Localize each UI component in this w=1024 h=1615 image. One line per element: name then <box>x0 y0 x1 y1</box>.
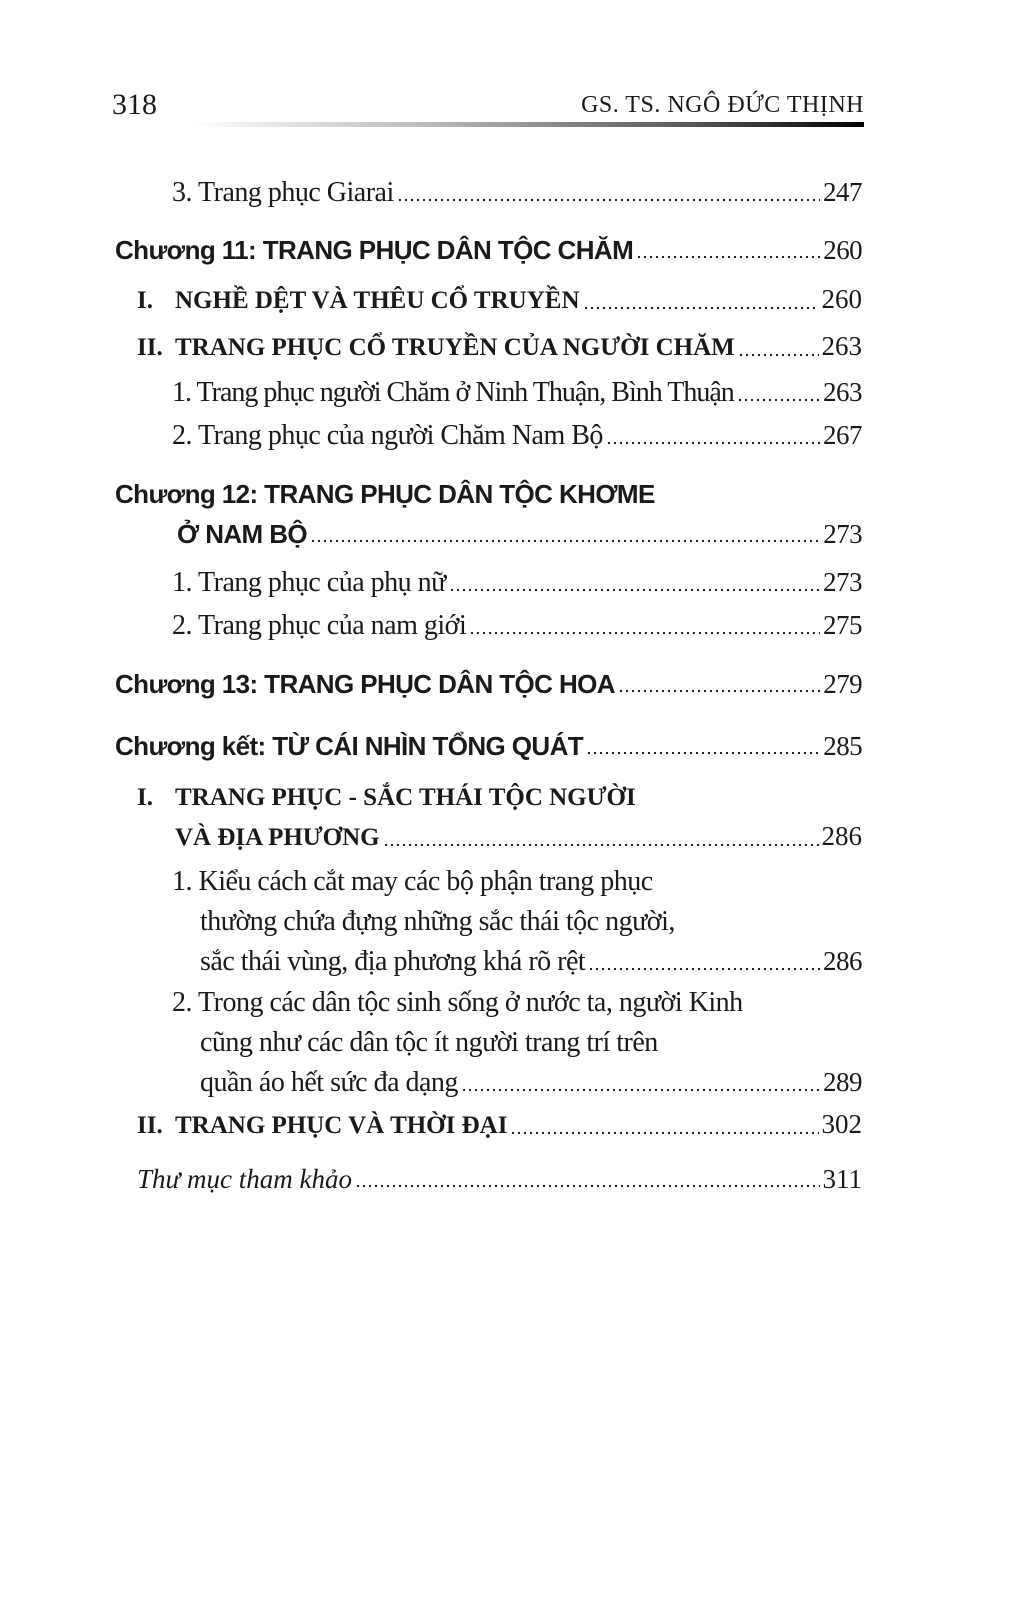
entry-page: 279 <box>823 669 862 699</box>
entry-title-line: VÀ ĐỊA PHƯƠNG <box>175 824 380 851</box>
dot-leader <box>636 255 820 259</box>
section-numeral: I. <box>137 784 153 811</box>
entry-title: 2. Trang phục của người Chăm Nam Bộ <box>172 420 603 451</box>
entry-page: 260 <box>823 235 862 265</box>
toc-section[interactable] <box>137 281 862 321</box>
toc-chapter[interactable] <box>115 474 862 554</box>
entry-page: 273 <box>823 567 862 597</box>
entry-title-line: sắc thái vùng, địa phương khá rõ rệt <box>200 946 586 977</box>
entry-page: 263 <box>823 377 862 407</box>
dot-leader <box>449 588 820 592</box>
dot-leader <box>737 398 820 402</box>
entry-page: 275 <box>823 610 862 640</box>
entry-title: Chương 13: TRANG PHỤC DÂN TỘC HOA <box>115 669 615 699</box>
dot-leader <box>397 198 820 202</box>
section-numeral: II. <box>137 1112 163 1139</box>
toc-section[interactable] <box>137 778 862 858</box>
entry-title: TRANG PHỤC CỔ TRUYỀN CỦA NGƯỜI CHĂM <box>175 334 735 361</box>
toc-chapter[interactable] <box>115 664 862 704</box>
page-number: 318 <box>112 88 157 121</box>
entry-title: Chương kết: TỪ CÁI NHÌN TỔNG QUÁT <box>115 731 584 761</box>
entry-page: 267 <box>823 420 862 450</box>
entry-page: 273 <box>823 519 862 549</box>
entry-title-line: thường chứa đựng những sắc thái tộc người, <box>200 906 675 937</box>
toc-entry[interactable] <box>172 983 862 1103</box>
entry-title-line: TRANG PHỤC - SẮC THÁI TỘC NGƯỜI <box>175 784 636 811</box>
toc-entry[interactable] <box>172 416 862 456</box>
entry-title: TRANG PHỤC VÀ THỜI ĐẠI <box>175 1112 508 1139</box>
toc-chapter[interactable] <box>115 230 862 270</box>
section-numeral: I. <box>137 287 153 314</box>
entry-page: 286 <box>821 821 862 851</box>
dot-leader <box>469 631 820 635</box>
entry-page: 311 <box>822 1164 862 1194</box>
dot-leader <box>738 353 819 357</box>
entry-title-line: 1. Kiểu cách cắt may các bộ phận trang phục <box>172 866 653 897</box>
toc-section[interactable] <box>137 328 862 368</box>
toc-entry[interactable] <box>172 373 862 413</box>
entry-title: 1. Trang phục người Chăm ở Ninh Thuận, Bình Thuận <box>172 377 734 408</box>
entry-page: 285 <box>823 731 862 761</box>
header-rule <box>190 122 864 127</box>
entry-title: 1. Trang phục của phụ nữ <box>172 567 446 598</box>
entry-page: 247 <box>823 177 862 207</box>
entry-page: 302 <box>821 1109 862 1139</box>
dot-leader <box>606 441 820 445</box>
entry-title-line: 2. Trong các dân tộc sinh sống ở nước ta, người Kinh <box>172 987 743 1018</box>
entry-title: Thư mục tham khảo <box>137 1164 352 1194</box>
toc-entry[interactable] <box>172 173 862 213</box>
entry-title-line: cũng như các dân tộc ít người trang trí trên <box>200 1027 658 1058</box>
entry-page: 286 <box>823 946 862 976</box>
running-head: GS. TS. NGÔ ĐỨC THỊNH <box>581 92 864 118</box>
entry-title-line: quần áo hết sức đa dạng <box>200 1067 458 1098</box>
entry-title: Chương 11: TRANG PHỤC DÂN TỘC CHĂM <box>115 235 634 265</box>
entry-title-line: Ở NAM BỘ <box>177 519 308 549</box>
entry-title: 2. Trang phục của nam giới <box>172 610 467 641</box>
dot-leader <box>310 539 820 543</box>
toc-bibliography[interactable] <box>137 1159 862 1199</box>
entry-page: 260 <box>821 284 862 314</box>
entry-title: NGHỀ DỆT VÀ THÊU CỔ TRUYỀN <box>175 287 580 314</box>
entry-title: 3. Trang phục Giarai <box>172 177 394 208</box>
dot-leader <box>461 1088 820 1092</box>
toc-entry[interactable] <box>172 563 862 603</box>
toc-entry[interactable] <box>172 862 862 982</box>
entry-title-line: Chương 12: TRANG PHỤC DÂN TỘC KHƠME <box>115 479 655 509</box>
entry-page: 289 <box>823 1067 862 1097</box>
dot-leader <box>588 967 820 971</box>
toc-entry[interactable] <box>172 606 862 646</box>
dot-leader <box>383 843 819 847</box>
entry-page: 263 <box>821 331 862 361</box>
dot-leader <box>583 306 819 310</box>
dot-leader <box>586 751 820 755</box>
dot-leader <box>510 1131 818 1135</box>
toc-section[interactable] <box>137 1106 862 1146</box>
dot-leader <box>355 1184 820 1188</box>
section-numeral: II. <box>137 334 163 361</box>
dot-leader <box>618 689 820 693</box>
toc-chapter[interactable] <box>115 726 862 766</box>
